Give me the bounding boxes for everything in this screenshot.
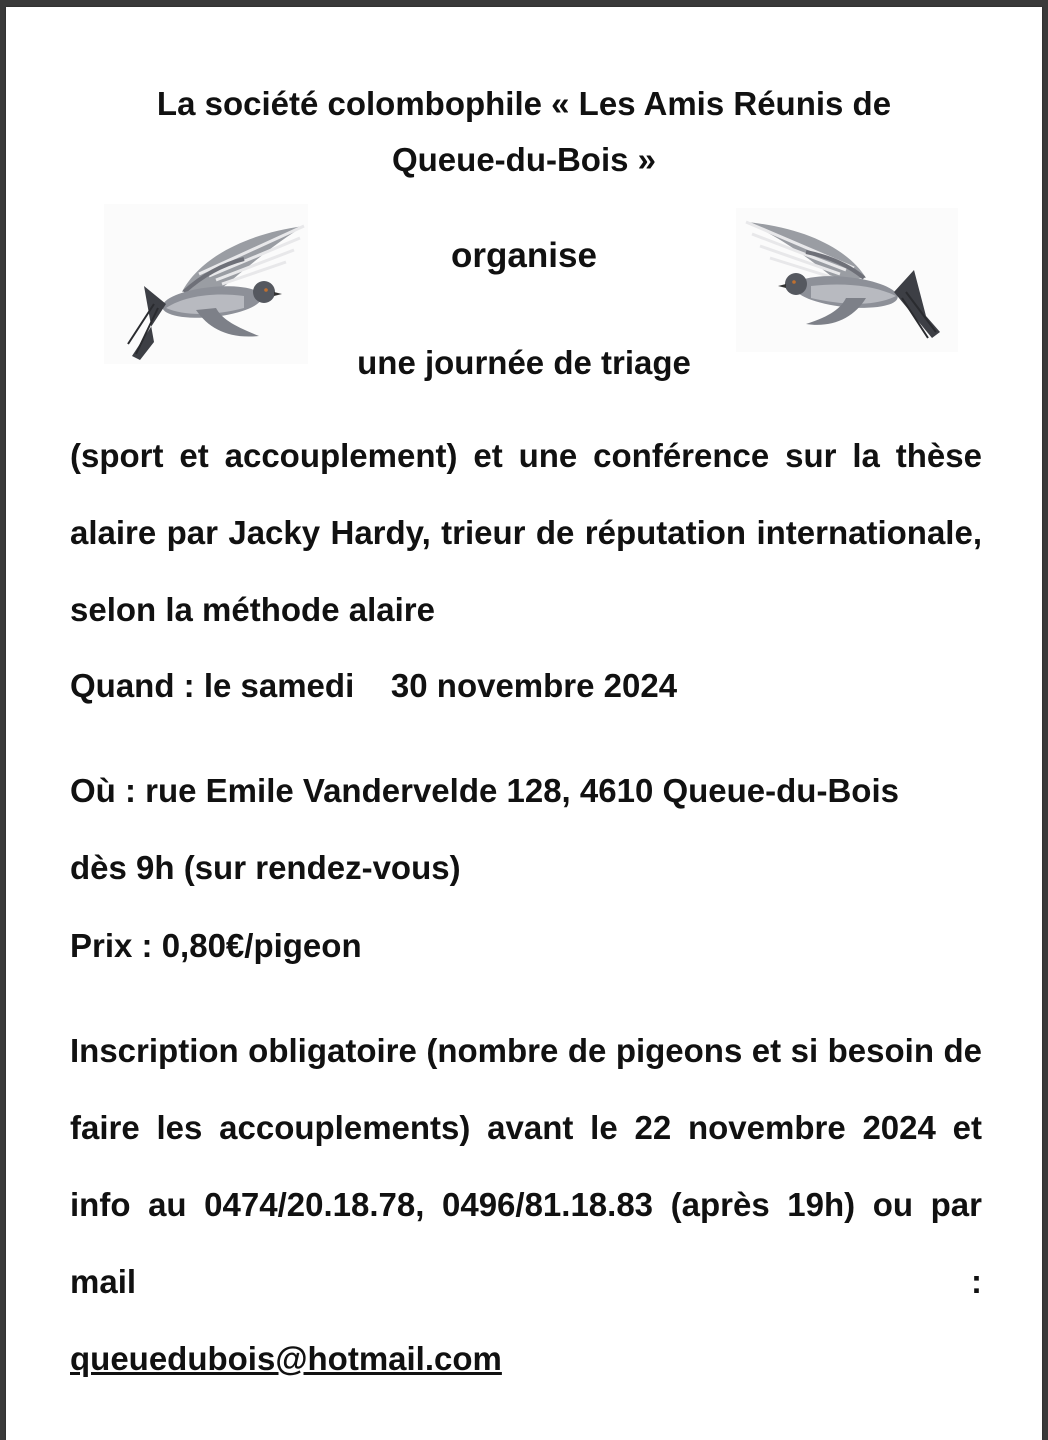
event-location: [70, 752, 982, 906]
location-time: dès 9h (sur rendez-vous): [70, 849, 461, 886]
event-subtitle: une journée de triage: [357, 344, 691, 381]
contact-email-link[interactable]: queuedubois@hotmail.com: [70, 1340, 502, 1377]
pigeon-right-icon: [736, 208, 958, 352]
event-price: Prix : 0,80€/pigeon: [70, 927, 362, 964]
event-date-text: Quand : le samedi 30 novembre 2024: [70, 667, 678, 704]
registration-info: [70, 1012, 982, 1397]
organise-heading: organise: [451, 236, 597, 275]
event-description: (sport et accouplement) et une conférence sur la thèse alaire par Jacky Hardy, trieur de réputation internationale, selon la méthode alaire: [70, 437, 982, 628]
location-address: Où : rue Emile Vandervelde 128, 4610 Queue-du-Bois: [70, 772, 899, 809]
pigeon-left-icon: [104, 204, 308, 364]
title-line-2: Queue-du-Bois »: [391, 141, 657, 178]
page-title: [0, 76, 1048, 188]
event-date: [70, 662, 982, 710]
registration-text: Inscription obligatoire (nombre de pigeons et si besoin de faire les accouplements) avant le 22 novembre 2024 et info au 0474/20.18.78, 0496/81.18.83 (après 19h) ou par mail :: [70, 1032, 982, 1300]
title-line-1: La société colombophile « Les Amis Réunis de: [156, 85, 892, 122]
